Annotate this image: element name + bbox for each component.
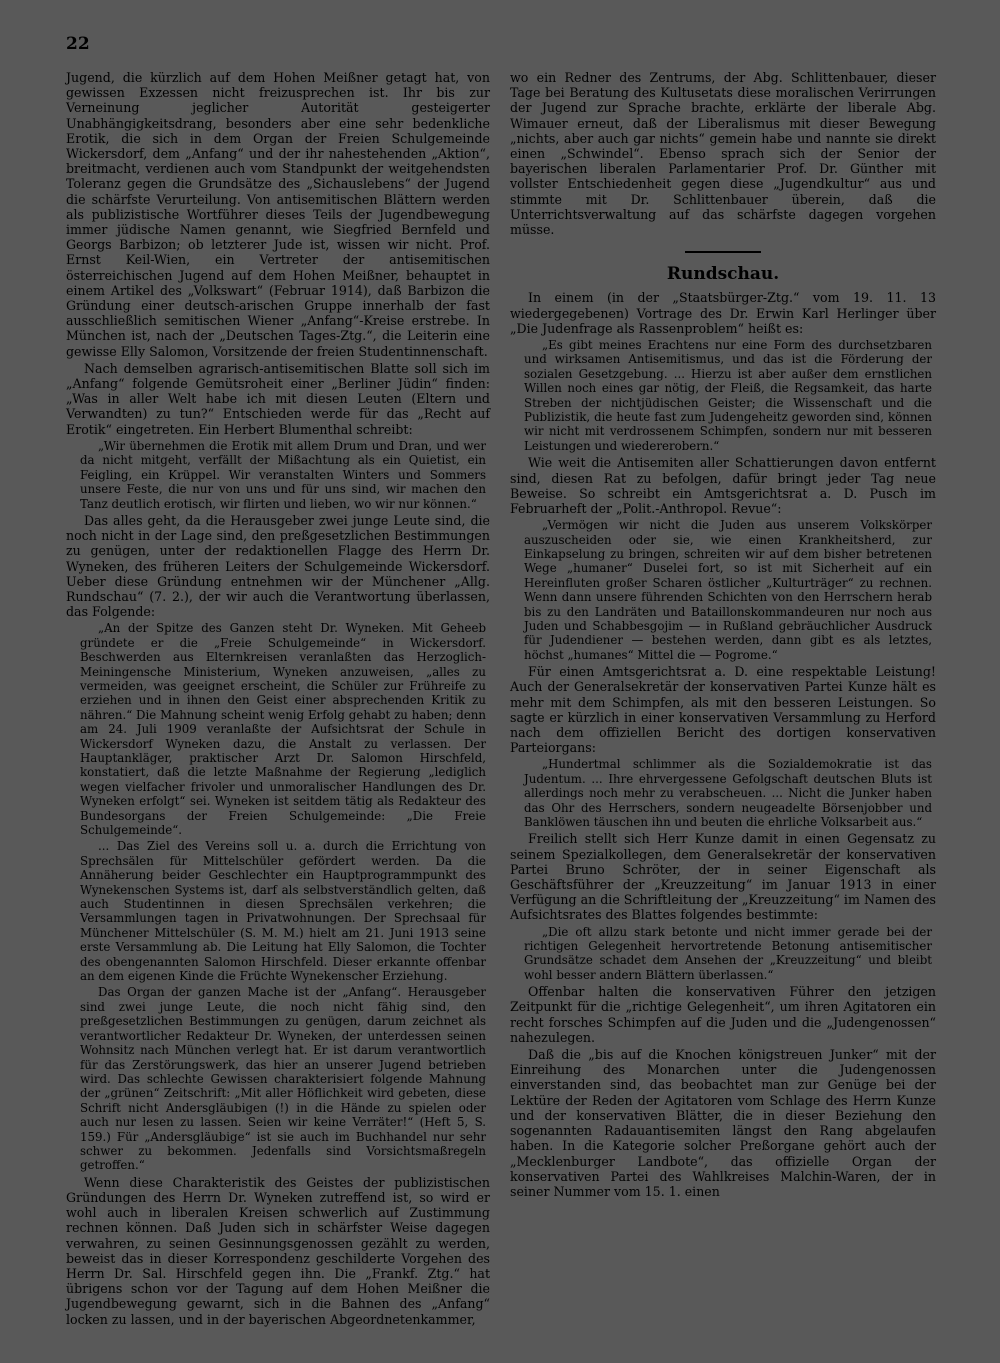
- block-quote: „Vermögen wir nicht die Juden aus unserem Volkskörper auszuscheiden oder sie, wie einen Krankheitsherd, zur Einkapselung zu bringen, schreiten wir auf dem bisher betretenen Wege „humaner“ Duselei fort, so ist mit Sicherheit auf ein Hereinfluten großer Scharen östlicher „Kulturträger“ zu rechnen. Wenn dann unsere führenden Schichten von den Herrschern herab bis zu den Landräten und Bataillonskommandeuren nur noch aus Juden und Schabbesgojim — in Rußland gebräuchlicher Ausdruck für Judendiener — bestehen werden, dann gibt es als letztes, höchst „humanes“ Mittel die — Pogrome.“: [524, 518, 932, 662]
- right-column: [510, 70, 936, 1201]
- paragraph: Das alles geht, da die Herausgeber zwei junge Leute sind, die noch nicht in der Lage sind, den preßgesetzlichen Bestimmungen zu genügen, unter der redaktionellen Flagge des Herrn Dr. Wyneken, des früheren Leiters der Schulgemeinde Wickersdorf. Ueber diese Gründung entnehmen wir der Münchener „Allg. Rundschau“ (7. 2.), der wir auch die Verantwortung überlassen, das Folgende:: [66, 512, 490, 620]
- block-quote: ... Das Ziel des Vereins soll u. a. durch die Errichtung von Sprechsälen für Mittelschüler gefördert werden. Da die Annäherung beider Geschlechter ein Hauptprogrammpunkt des Wynekenschen Systems ist, darf als selbstverständlich gelten, daß auch Studentinnen in diesen Sprechsälen verkehren; die Versammlungen tagen in Privatwohnungen. Der Sprechsaal für Münchener Mittelschüler (S. M. M.) hielt am 21. Juni 1913 seine erste Versammlung ab. Die Leitung hat Elly Salomon, die Tochter des obengenannten Salomon Hirschfeld. Dieser erkannte offenbar an dem eigenen Kinde die Früchte Wynekenscher Erziehung.: [80, 839, 486, 984]
- paragraph: Wenn diese Charakteristik des Geistes der publizistischen Gründungen des Herrn Dr. Wyneken zutreffend ist, so wird er wohl auch in liberalen Kreisen schwerlich auf Zustimmung rechnen können. Daß Juden sich in schärfster Weise dagegen verwahren, zu seinen Gesinnungsgenossen gezählt zu werden, beweist das in dieser Korrespondenz geschilderte Vorgehen des Herrn Dr. Sal. Hirschfeld gegen ihn. Die „Frankf. Ztg.“ hat übrigens schon vor der Tagung auf dem Hohen Meißner die Jugendbewegung gewarnt, sich in die Bahnen des „Anfang“ locken zu lassen, und in der bayerischen Abgeordnetenkammer,: [66, 1174, 490, 1327]
- paragraph: Offenbar halten die konservativen Führer den jetzigen Zeitpunkt für die „richtige Gelegenheit“, um ihren Agitatoren ein recht forsches Schimpfen auf die Juden und die „Judengenossen“ nahezulegen.: [510, 984, 936, 1045]
- paragraph: Daß die „bis auf die Knochen königstreuen Junker“ mit der Einreihung des Monarchen unter die Judengenossen einverstanden sind, das beobachtet man zur Genüge bei der Lektüre der Reden der Agitatoren vom Schlage des Herrn Kunze und der konservativen Blätter, die in dieser Beziehung den sogenannten Radauantisemiten längst den Rang abgelaufen haben. In die Kategorie solcher Preßorgane gehört auch der „Mecklenburger Landbote“, das offizielle Organ der konservativen Partei des Wahlkreises Malchin-Waren, der in seiner Nummer vom 15. 1. einen: [510, 1047, 936, 1199]
- paragraph: Jugend, die kürzlich auf dem Hohen Meißner getagt hat, von gewissen Exzessen nicht freizusprechen ist. Ihr bis zur Verneinung jeglicher Autorität gesteigerter Unabhängigkeitsdrang, besonders aber eine sehr bedenkliche Erotik, die sich in dem Organ der Freien Schulgemeinde Wickersdorf, dem „Anfang“ und der ihr nahestehenden „Aktion“, breitmacht, verdienen auch vom Standpunkt der weitgehendsten Toleranz gegen die Grundsätze des „Sichauslebens“ der Jugend die schärfste Verurteilung. Von antisemitischen Blättern werden als publizistische Wortführer dieses Teils der Jugendbewegung immer jüdische Namen genannt, wie Siegfried Bernfeld und Georgs Barbizon; ob letzterer Jude ist, wissen wir nicht. Prof. Ernst Keil-Wien, ein Vertreter der antisemitischen österreichischen Jugend auf dem Hohen Meißner, behauptet in einem Artikel des „Volkswart“ (Februar 1914), daß Barbizon die Gründung einer deutsch-arischen Gruppe innerhalb der fast ausschließlich semitischen Wiener „Anfang“-Kreise erstrebe. In München ist, nach der „Deutschen Tages-Ztg.“, die Leiterin eine gewisse Elly Salomon, Vorsitzende der freien Studentinnenschaft.: [66, 70, 490, 359]
- section-divider: [685, 251, 761, 253]
- block-quote: Das Organ der ganzen Mache ist der „Anfang“. Herausgeber sind zwei junge Leute, die noch nicht fähig sind, den preßgesetzlichen Bestimmungen zu genügen, darum zeichnet als verantwortlicher Redakteur Dr. Wyneken, der unterdessen seinen Wohnsitz nach München verlegt hat. Er ist darum verantwortlich für das Zerstörungswerk, das hier an unserer Jugend betrieben wird. Das schlechte Gewissen charakterisiert folgende Mahnung der „grünen“ Zeitschrift: „Mit aller Höflichkeit wird gebeten, diese Schrift nicht Andersgläubigen (!) in die Hände zu spielen oder auch nur lesen zu lassen. Seien wir keine Verräter!“ (Heft 5, S. 159.) Für „Andersgläubige“ ist sie auch im Buchhandel nur sehr schwer zu bekommen. Jedenfalls sind Vorsichtsmaßregeln getroffen.“: [80, 985, 486, 1173]
- block-quote: „Hundertmal schlimmer als die Sozialdemokratie ist das Judentum. ... Ihre ehrvergessene Gefolgschaft deutschen Bluts ist allerdings noch mehr zu verabscheuen. ... Nicht die Junker haben das Ohr des Herrschers, sondern neugeadelte Börsenjobber und Banklöwen täuschen ihn und beuten die ehrliche Volksarbeit aus.“: [524, 757, 932, 830]
- paragraph: wo ein Redner des Zentrums, der Abg. Schlittenbauer, dieser Tage bei Beratung des Kultusetats diese moralischen Verirrungen der Jugend zur Sprache brachte, erklärte der liberale Abg. Wimauer erneut, daß der Liberalismus mit dieser Bewegung „nichts, aber auch gar nichts“ gemein habe und nannte sie direkt einen „Schwindel“. Ebenso sprach sich der Senior der bayerischen liberalen Parlamentarier Prof. Dr. Günther mit vollster Entschiedenheit gegen diese „Jugendkultur“ aus und stimmte mit Dr. Schlittenbauer überein, daß die Unterrichtsverwaltung auf das schärfste dagegen vorgehen müsse.: [510, 70, 936, 238]
- paragraph: Freilich stellt sich Herr Kunze damit in einen Gegensatz zu seinem Spezialkollegen, dem Generalsekretär der konservativen Partei Bruno Schröter, der in seiner Eigenschaft als Geschäftsführer der „Kreuzzeitung“ im Januar 1913 in einer Verfügung an die Schriftleitung der „Kreuzzeitung“ im Namen des Aufsichtsrates des Blattes folgendes bestimmte:: [510, 831, 936, 923]
- block-quote: „Die oft allzu stark betonte und nicht immer gerade bei der richtigen Gelegenheit hervortretende Betonung antisemitischer Grundsätze schadet dem Ansehen der „Kreuzzeitung“ und bleibt wohl besser andern Blättern überlassen.“: [524, 924, 932, 982]
- right-column-top: [510, 70, 936, 237]
- paragraph: Wie weit die Antisemiten aller Schattierungen davon entfernt sind, diesen Rat zu befolgen, dafür bringt jeder Tag neue Beweise. So schreibt ein Amtsgerichtsrat a. D. Pusch im Februarheft der „Polit.-Anthropol. Revue“:: [510, 455, 936, 516]
- left-column: [66, 70, 490, 1329]
- block-quote: „An der Spitze des Ganzen steht Dr. Wyneken. Mit Geheeb gründete er die „Freie Schulgemeinde“ in Wickersdorf. Beschwerden aus Elternkreisen veranlaßten das Herzoglich-Meiningensche Ministerium, Wyneken anzuweisen, „alles zu vermeiden, was geeignet erscheint, die Schüler zur Frühreife zu erziehen und in ihnen den Geist einer absprechenden Kritik zu nähren.“ Die Mahnung scheint wenig Erfolg gehabt zu haben; denn am 24. Juli 1909 veranlaßte der Aufsichtsrat der Schule in Wickersdorf Wyneken dazu, die Anstalt zu verlassen. Der Hauptankläger, praktischer Arzt Dr. Salomon Hirschfeld, konstatiert, daß die letzte Maßnahme der Regierung „lediglich wegen vielfacher frivoler und unmoralischer Handlungen des Dr. Wyneken erfolgt“ sei. Wyneken ist seitdem tätig als Redakteur des Bundesorgans der Freien Schulgemeinde: „Die Freie Schulgemeinde“.: [80, 621, 486, 838]
- section-title: Rundschau.: [666, 264, 780, 285]
- right-column-bottom: [510, 290, 936, 1199]
- block-quote: „Wir übernehmen die Erotik mit allem Drum und Dran, und wer da nicht mitgeht, verfällt der Mißachtung als ein Quietist, ein Feigling, ein Krüppel. Wir veranstalten Winters und Sommers unsere Feste, die nur von uns und für uns sind, wir machen den Tanz deutlich erotisch, wir flirten und lieben, wo wir nur können.“: [80, 438, 486, 511]
- page-number: 22: [66, 34, 90, 54]
- paragraph: Für einen Amtsgerichtsrat a. D. eine respektable Leistung! Auch der Generalsekretär der konservativen Partei Kunze hält es mehr mit dem Schimpfen, als mit den besseren Leistungen. So sagte er kürzlich in einer konservativen Versammlung zu Herford nach dem offiziellen Bericht des dortigen konservativen Parteiorgans:: [510, 664, 936, 756]
- paragraph: In einem (in der „Staatsbürger-Ztg.“ vom 19. 11. 13 wiedergegebenen) Vortrage des Dr. Erwin Karl Herlinger über „Die Judenfrage als Rassenproblem“ heißt es:: [510, 290, 936, 336]
- paragraph: Nach demselben agrarisch-antisemitischen Blatte soll sich im „Anfang“ folgende Gemütsroheit einer „Berliner Jüdin“ finden: „Was in aller Welt habe ich mit diesen Leuten (Eltern und Verwandten) zu tun?“ Entschieden werde für das „Recht auf Erotik“ eingetreten. Ein Herbert Blumenthal schreibt:: [66, 360, 490, 437]
- block-quote: „Es gibt meines Erachtens nur eine Form des durchsetzbaren und wirksamen Antisemitismus, und das ist die Förderung der sozialen Gesetzgebung. ... Hierzu ist aber außer dem ernstlichen Willen noch eines gar nötig, der Fleiß, die Regsamkeit, das harte Streben der nichtjüdischen Geister; die Wissenschaft und die Publizistik, die heute fast zum Judengeheitz geworden sind, können wir nicht mit verdrossenem Schimpfen, sondern nur mit besseren Leistungen und wiedererobern.“: [524, 338, 932, 453]
